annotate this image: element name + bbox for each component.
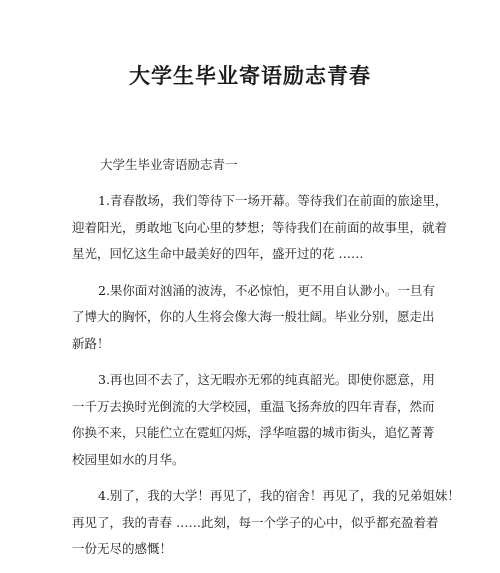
paragraph-line: 新路！ xyxy=(72,335,110,351)
paragraph-line: 2.果你面对汹涌的波涛，不必惊怕，更不用自认渺小。一旦有 xyxy=(98,282,435,298)
paragraph-line: 4.别了，我的大学！再见了，我的宿舍！再见了，我的兄弟姐妹！ xyxy=(98,488,460,503)
paragraph-line: 1.青春散场，我们等待下一场开幕。等待我们在前面的旅途里， xyxy=(98,193,448,208)
paragraph-line: 再见了，我的青春 ……此刻，每一个学子的心中，似乎都充盈着着 xyxy=(72,514,439,530)
paragraph-line: 了博大的胸怀，你的人生将会像大海一般壮阔。毕业分别，愿走出 xyxy=(72,309,435,324)
paragraph-1 xyxy=(72,188,448,268)
paragraph-2 xyxy=(72,278,444,358)
paragraph-4 xyxy=(72,483,460,563)
paragraph-line: 星光，回忆这生命中最美好的四年，盛开过的花 …… xyxy=(72,246,364,261)
paragraph-3 xyxy=(72,367,444,473)
document-body xyxy=(72,152,460,573)
paragraph-line: 校园里如水的月华。 xyxy=(72,451,185,467)
paragraph-line: 一份无尽的感慨！ xyxy=(72,541,173,556)
paragraph-line: 一千万去换时光倒流的大学校园，重温飞扬奔放的四年青春，然而 xyxy=(72,398,435,414)
section-heading: 大学生毕业寄语励志青一 xyxy=(100,157,238,172)
paragraph-line: 迎着阳光，勇敢地飞向心里的梦想；等待我们在前面的故事里，就着 xyxy=(72,219,448,235)
paragraph-line: 你换不来，只能伫立在霓虹闪烁，浮华喧嚣的城市街头，追忆菁菁 xyxy=(72,425,435,440)
document-title: 大学生毕业寄语励志青春 xyxy=(129,63,371,88)
paragraph-line: 3.再也回不去了，这无暇亦无邪的纯真韶光。即使你愿意，用 xyxy=(98,372,435,387)
